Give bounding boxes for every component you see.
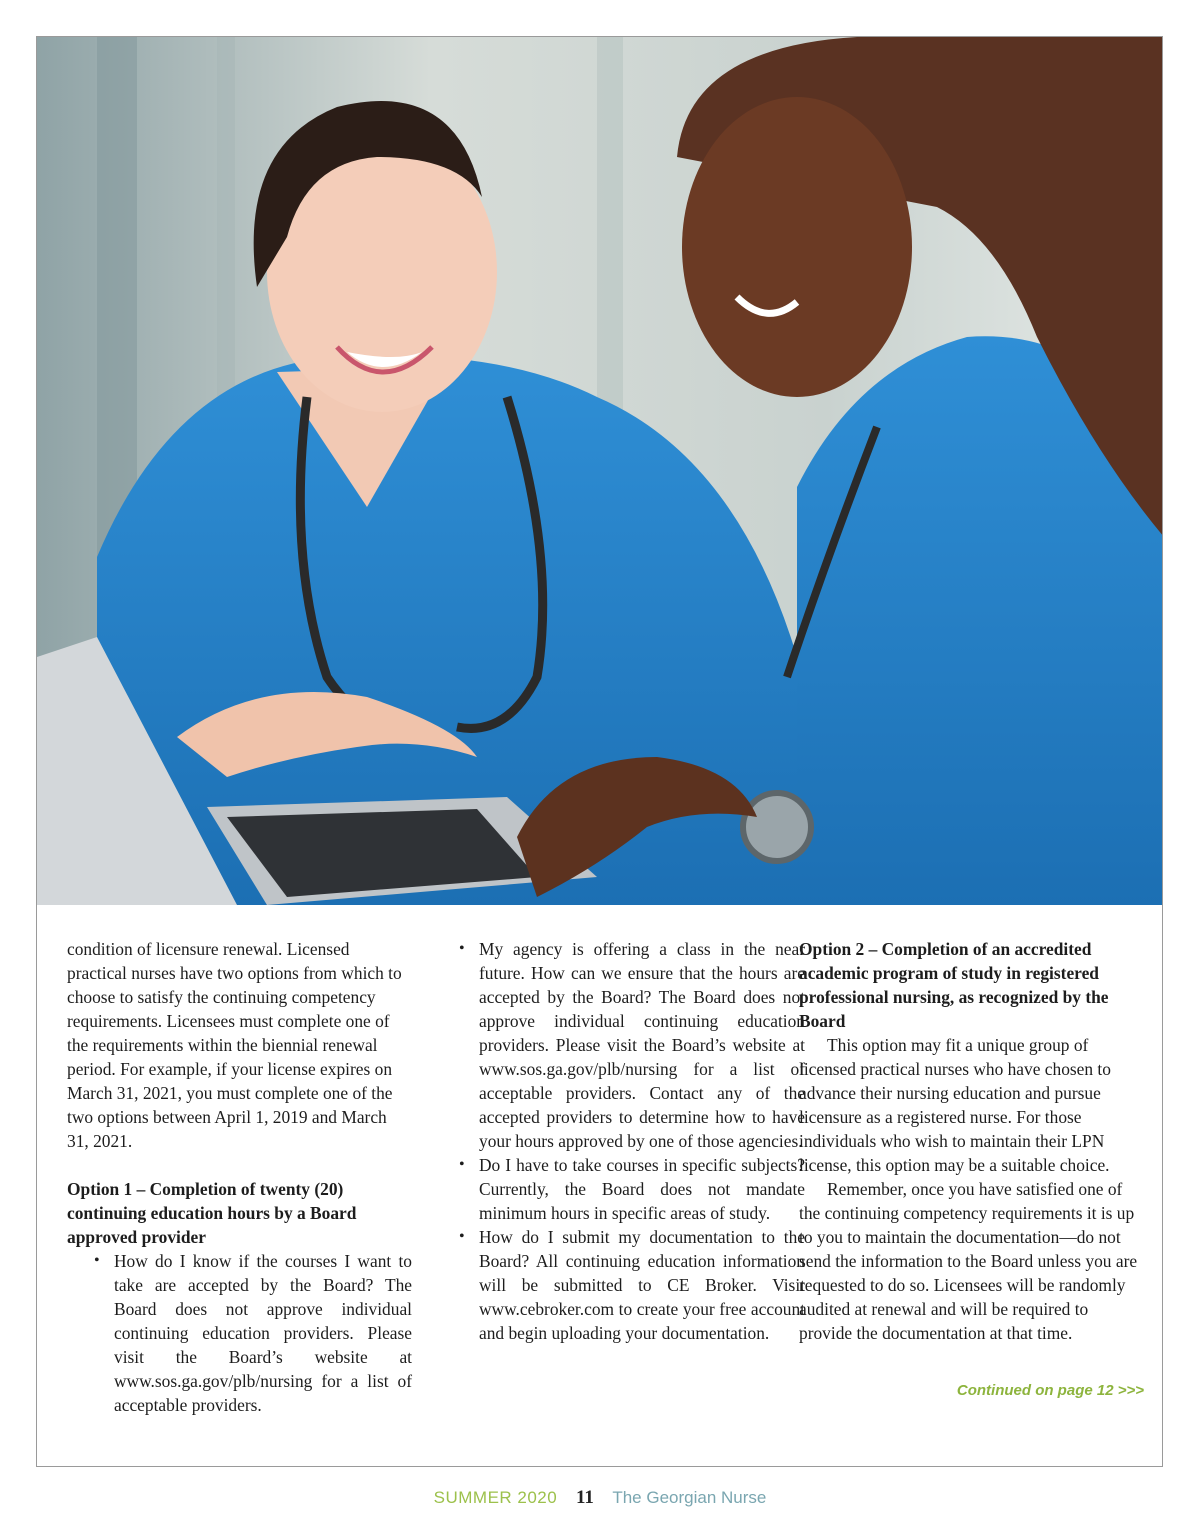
list-item: • My agency is offering a class in the near future. How can we ensure that the hours are accepted by the Board? The Board does not approve individual continuing education providers. Please visit the Board’s website at www.sos.ga.gov/plb/nursing for a list of acceptable providers. Contact any of the accepted providers to determine how to have your hours approved by one of those agencies. — [457, 937, 805, 1153]
list-item: • Do I have to take courses in specific subjects? Currently, the Board does not mandate minimum hours in specific areas of study. — [457, 1153, 805, 1225]
column-2 — [457, 937, 805, 1345]
list-item: • How do I know if the courses I want to take are accepted by the Board? The Board does not approve individual continuing education providers. Please visit the Board’s website at www.sos.ga.gov/plb/nursing for a list of acceptable providers. — [92, 1249, 412, 1417]
option2-heading: Option 2 – Completion of an accredited academic program of study in registered professional nursing, as recognized by the Board — [799, 939, 1109, 1031]
option1-heading: Option 1 – Completion of twenty (20) continuing education hours by a Board approved provider — [67, 1179, 357, 1247]
page-number: 11 — [575, 1487, 594, 1508]
issue-season: SUMMER 2020 — [433, 1488, 558, 1507]
option2-paragraph: This option may fit a unique group of licensed practical nurses who have chosen to advance their nursing education and pursue licensure as a registered nurse. For those individuals who wish to maintain their LPN license, this option may be a suitable choice. — [799, 1035, 1111, 1175]
intro-paragraph: condition of licensure renewal. Licensed practical nurses have two options from which to choose to satisfy the continuing competency requirements. Licensees must complete one of the requirements within the biennial renewal period. For example, if your license expires on March 31, 2021, you must complete one of the two options between April 1, 2019 and March 31, 2021. — [67, 939, 402, 1151]
column-1 — [67, 937, 412, 1417]
page-footer — [0, 1487, 1200, 1509]
column-3 — [799, 937, 1144, 1403]
faq-list — [457, 937, 805, 1345]
publication-title: The Georgian Nurse — [612, 1488, 767, 1507]
list-item: • How do I submit my documentation to the Board? All continuing education information will be submitted to CE Broker. Visit www.cebroker.com to create your free account and begin uploading your documentation. — [457, 1225, 805, 1345]
continued-link[interactable]: Continued on page 12 >>> — [956, 1382, 1144, 1399]
nurses-photo — [37, 37, 1163, 905]
page-frame — [36, 36, 1163, 1467]
reminder-paragraph: Remember, once you have satisfied one of the continuing competency requirements it is up to you to maintain the documentation—do not send the information to the Board unless you are requested to do so. Licensees will be randomly audited at renewal and will be required to provide the documentation at that time. — [799, 1179, 1138, 1343]
option1-list — [92, 1249, 412, 1417]
